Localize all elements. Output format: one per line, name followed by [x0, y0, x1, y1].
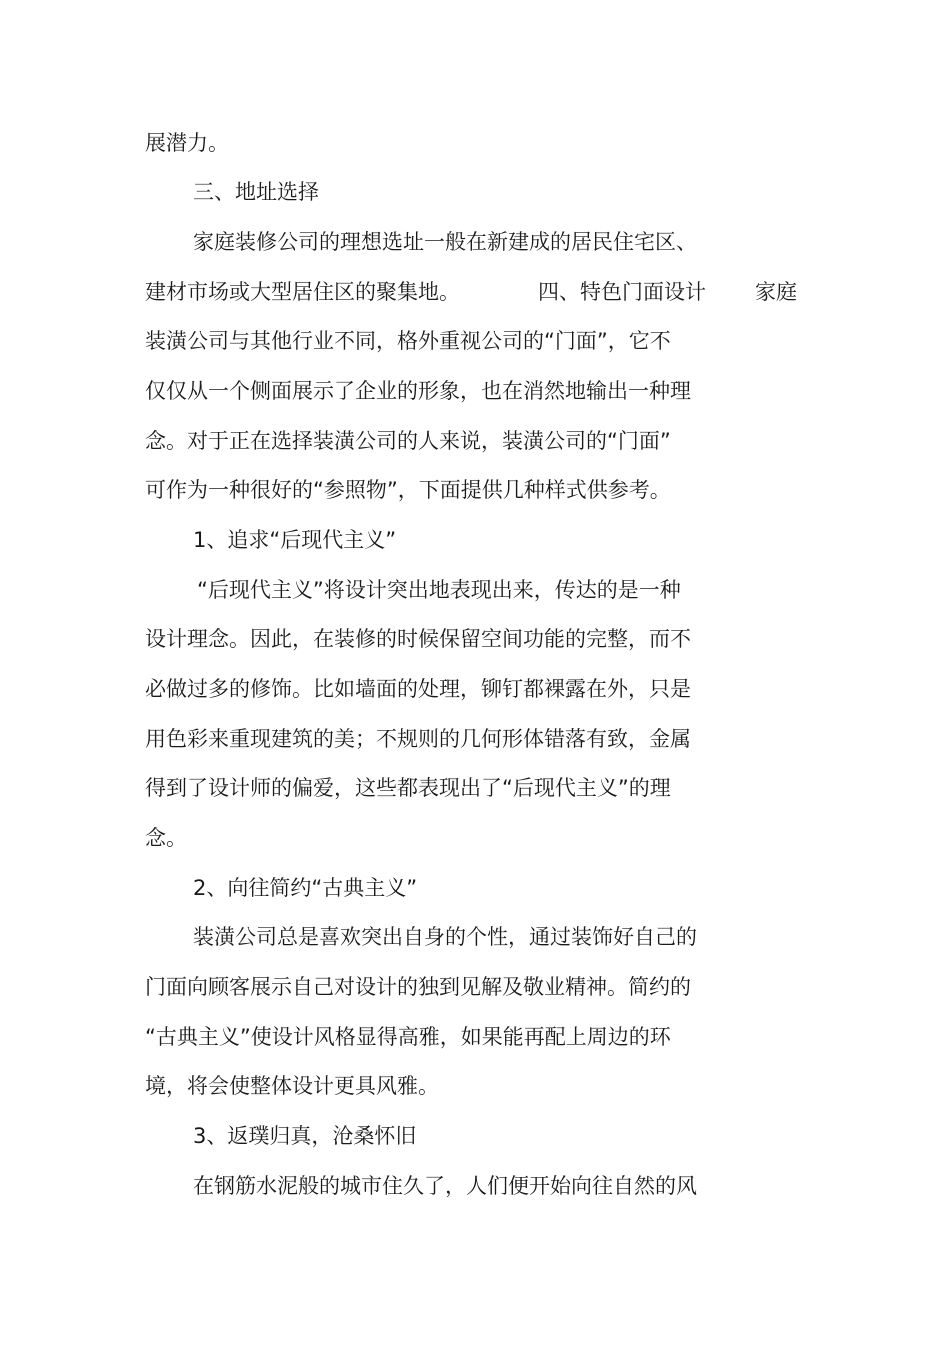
paragraph-line: 设计理念。因此，在装修的时候保留空间功能的完整，而不	[145, 627, 691, 651]
paragraph-line: “古典主义”使设计风格显得高雅，如果能再配上周边的环	[145, 1025, 671, 1049]
paragraph-text: 建材市场或大型居住区的聚集地。	[145, 280, 460, 304]
subsection-heading: 2、向往简约“古典主义”	[193, 876, 418, 900]
subsection-heading: 3、返璞归真，沧桑怀旧	[193, 1124, 417, 1148]
paragraph-line: 必做过多的修饰。比如墙面的处理，铆钉都裸露在外，只是	[145, 677, 691, 701]
paragraph-line: 家庭装修公司的理想选址一般在新建成的居民住宅区、	[193, 230, 697, 254]
paragraph-line: 展潜力。	[145, 131, 229, 155]
subsection-heading: 1、追求“后现代主义”	[193, 528, 397, 552]
paragraph-line: 门面向顾客展示自己对设计的独到见解及敬业精神。简约的	[145, 975, 691, 999]
paragraph-line: 装潢公司与其他行业不同，格外重视公司的“门面”，它不	[145, 329, 671, 353]
paragraph-line: 念。对于正在选择装潢公司的人来说，装潢公司的“门面”	[145, 429, 671, 453]
paragraph-line: “后现代主义”将设计突出地表现出来，传达的是一种	[197, 578, 681, 602]
paragraph-line: 念。	[145, 826, 187, 850]
section-heading: 三、地址选择	[193, 180, 319, 204]
paragraph-line: 境，将会使整体设计更具风雅。	[145, 1074, 439, 1098]
paragraph-line: 仅仅从一个侧面展示了企业的形象，也在消然地输出一种理	[145, 379, 691, 403]
paragraph-line: 得到了设计师的偏爱，这些都表现出了“后现代主义”的理	[145, 776, 671, 800]
paragraph-line: 装潢公司总是喜欢突出自身的个性，通过装饰好自己的	[193, 925, 697, 949]
paragraph-line: 可作为一种很好的“参照物”，下面提供几种样式供参考。	[145, 478, 671, 502]
section-heading: 四、特色门面设计	[538, 280, 706, 304]
paragraph-line: 在钢筋水泥般的城市住久了，人们便开始向往自然的风	[193, 1174, 697, 1198]
paragraph-line: 用色彩来重现建筑的美；不规则的几何形体错落有致，金属	[145, 727, 691, 751]
paragraph-text: 家庭	[755, 280, 797, 304]
